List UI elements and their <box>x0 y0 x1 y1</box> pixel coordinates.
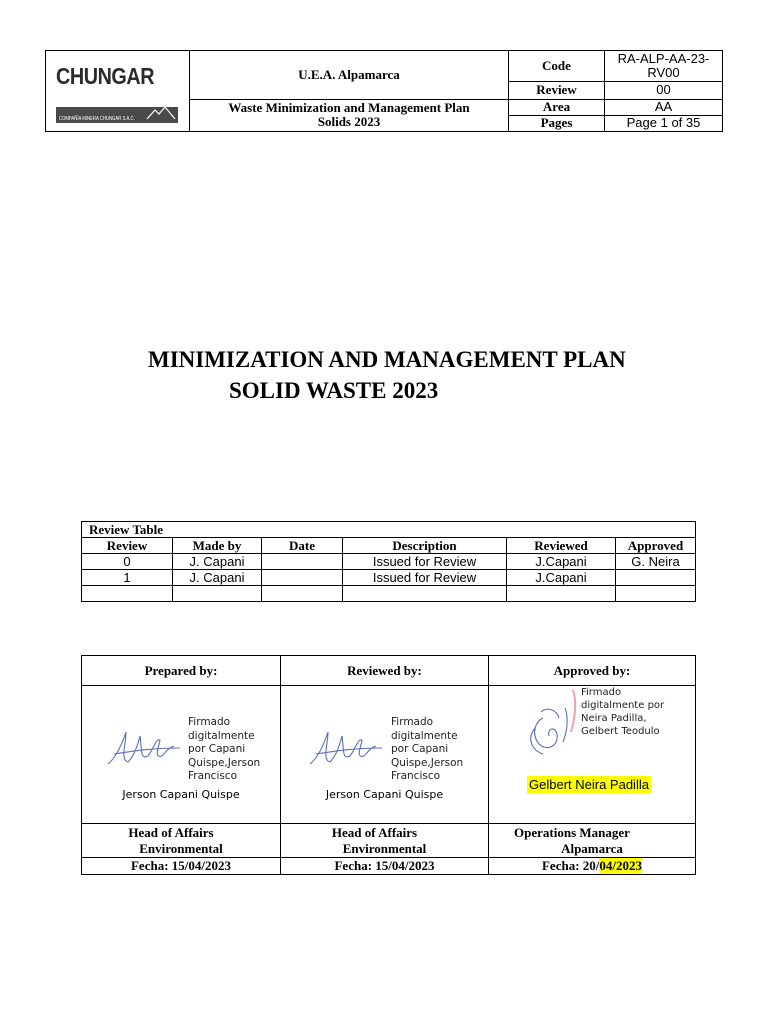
column-header: Date <box>262 538 343 554</box>
review-value: 00 <box>605 82 723 99</box>
reviewed-date: Fecha: 15/04/2023 <box>281 858 489 875</box>
prepared-role: Head of Affairs Environmental <box>82 824 281 858</box>
signer-name: Jerson Capani Quispe <box>122 788 240 801</box>
signer-name: Jerson Capani Quispe <box>325 788 444 801</box>
logo-subtitle: COMPAÑÍA MINERA CHUNGAR S.A.C. <box>58 116 135 122</box>
digital-stamp: Firmado digitalmente por Capani Quispe,Jerson Francisco <box>188 716 261 782</box>
table-header-row <box>82 538 696 554</box>
signatures-table <box>81 655 696 875</box>
area-value: AA <box>605 99 723 115</box>
approved-date: Fecha: 20/04/2023 <box>489 858 696 875</box>
mountain-icon <box>146 106 176 120</box>
approved-role: Operations Manager Alpamarca <box>489 824 696 858</box>
table-row <box>82 586 696 602</box>
logo-wordmark: CHUNGAR <box>55 63 154 89</box>
pages-label: Pages <box>509 115 605 131</box>
company-logo <box>50 61 186 128</box>
document-title-line1: MINIMIZATION AND MANAGEMENT PLAN <box>148 347 626 372</box>
pages-value: Page 1 of 35 <box>605 115 723 131</box>
column-header: Made by <box>173 538 262 554</box>
handwritten-signature-icon <box>306 726 386 776</box>
column-header: Approved <box>616 538 696 554</box>
table-row: 0 J. Capani Issued for Review J.Capani G. Neira <box>82 554 696 570</box>
code-label: Code <box>509 51 605 82</box>
document-header <box>45 50 723 132</box>
area-label: Area <box>509 99 605 115</box>
prepared-by-header: Prepared by: <box>82 656 281 686</box>
reviewed-by-header: Reviewed by: <box>281 656 489 686</box>
approved-signature <box>489 686 696 824</box>
document-title-line2: SOLID WASTE 2023 <box>229 378 439 403</box>
table-row: 1 J. Capani Issued for Review J.Capani <box>82 570 696 586</box>
digital-stamp: Firmado digitalmente por Capani Quispe,Jerson Francisco <box>391 716 464 782</box>
prepared-signature <box>82 686 281 824</box>
unit-name: U.E.A. Alpamarca <box>190 51 509 100</box>
logo-cell <box>46 51 190 132</box>
column-header: Reviewed <box>507 538 616 554</box>
digital-stamp: Firmado digitalmente por Neira Padilla, Gelbert Teodulo <box>581 687 665 737</box>
plan-title: Waste Minimization and Management Plan Solids 2023 <box>190 99 509 131</box>
column-header: Description <box>343 538 507 554</box>
handwritten-signature-icon <box>104 726 184 776</box>
highlighted-date: 04/2023 <box>599 858 643 873</box>
review-table-caption: Review Table <box>82 522 696 538</box>
logo-brand: VOLCAN <box>150 123 167 128</box>
approved-by-header: Approved by: <box>489 656 696 686</box>
code-value: RA-ALP-AA-23- RV00 <box>605 51 723 82</box>
reviewed-role: Head of Affairs Environmental <box>281 824 489 858</box>
column-header: Review <box>82 538 173 554</box>
signer-name: Gelbert Neira Padilla <box>529 777 649 792</box>
handwritten-signature-icon <box>517 688 587 758</box>
review-label: Review <box>509 82 605 99</box>
review-table <box>81 521 696 602</box>
reviewed-signature <box>281 686 489 824</box>
prepared-date: Fecha: 15/04/2023 <box>82 858 281 875</box>
